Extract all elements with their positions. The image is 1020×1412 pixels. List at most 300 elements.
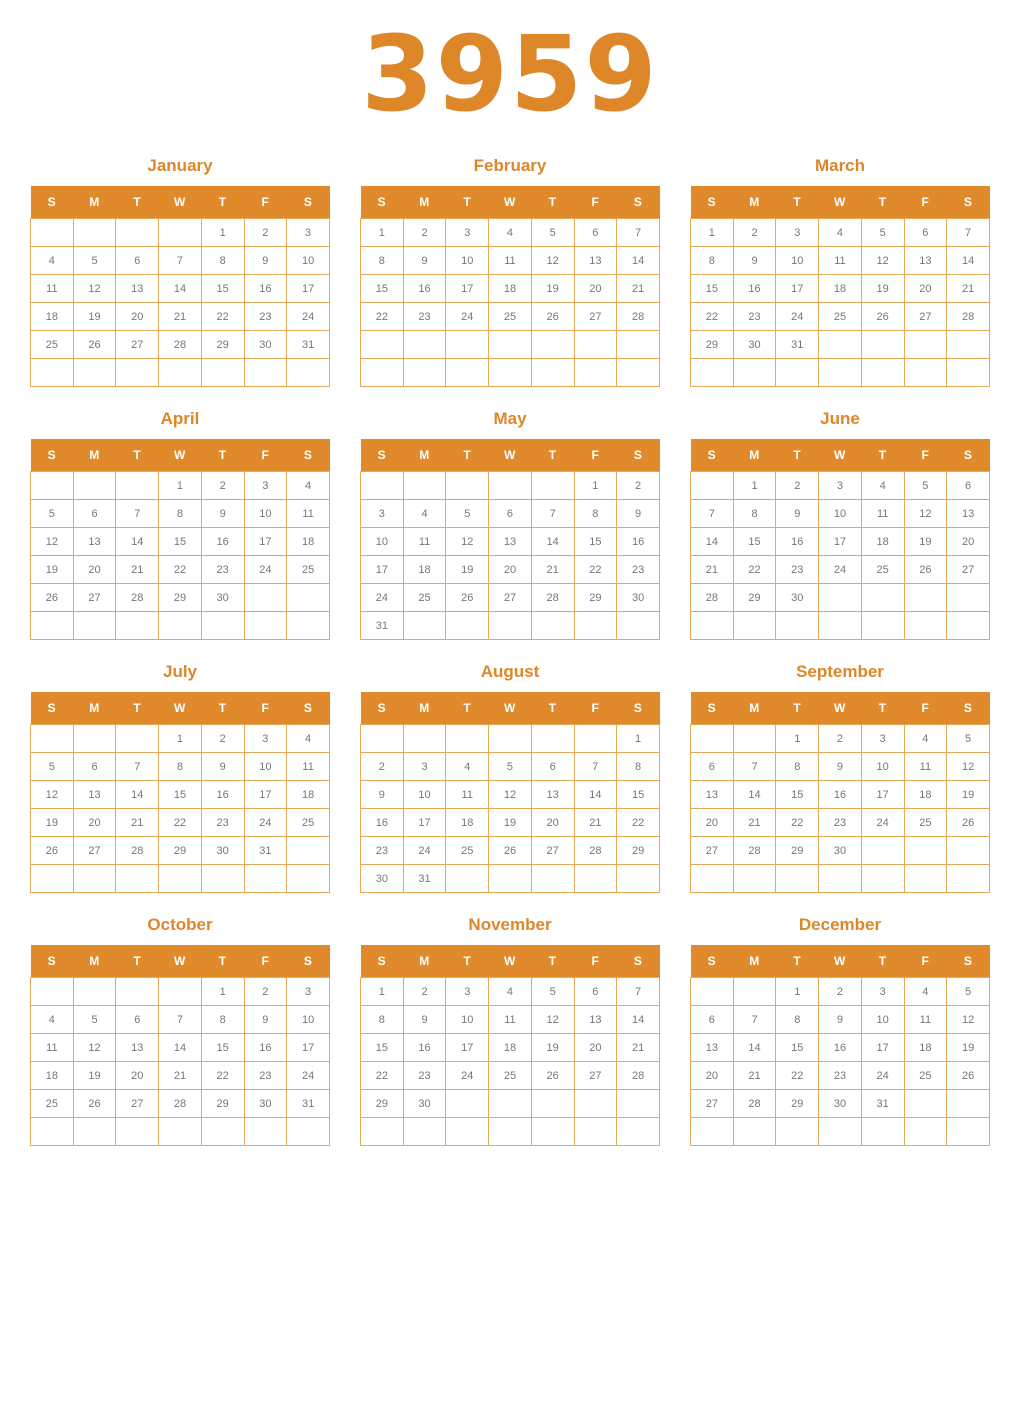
day-cell[interactable]: 18 [489, 275, 532, 303]
day-cell[interactable]: 26 [489, 837, 532, 865]
day-cell[interactable]: 16 [819, 781, 862, 809]
day-cell[interactable]: 20 [947, 528, 990, 556]
day-cell[interactable]: 15 [159, 781, 202, 809]
day-cell[interactable]: 9 [617, 500, 660, 528]
day-cell[interactable]: 12 [531, 247, 574, 275]
day-cell[interactable]: 28 [116, 584, 159, 612]
day-cell[interactable]: 5 [73, 247, 116, 275]
day-cell[interactable]: 11 [819, 247, 862, 275]
day-cell[interactable]: 6 [691, 753, 734, 781]
day-cell[interactable]: 22 [574, 556, 617, 584]
day-cell[interactable]: 4 [489, 219, 532, 247]
day-cell[interactable]: 5 [861, 219, 904, 247]
day-cell[interactable]: 20 [73, 809, 116, 837]
day-cell[interactable]: 19 [904, 528, 947, 556]
day-cell[interactable]: 5 [489, 753, 532, 781]
day-cell[interactable]: 10 [861, 753, 904, 781]
day-cell[interactable]: 11 [446, 781, 489, 809]
day-cell[interactable]: 23 [733, 303, 776, 331]
day-cell[interactable]: 17 [776, 275, 819, 303]
day-cell[interactable]: 26 [31, 837, 74, 865]
day-cell[interactable]: 8 [159, 753, 202, 781]
day-cell[interactable]: 8 [201, 1006, 244, 1034]
day-cell[interactable]: 16 [201, 528, 244, 556]
day-cell[interactable]: 3 [861, 978, 904, 1006]
day-cell[interactable]: 17 [446, 1034, 489, 1062]
day-cell[interactable]: 29 [574, 584, 617, 612]
day-cell[interactable]: 27 [574, 303, 617, 331]
day-cell[interactable]: 30 [201, 584, 244, 612]
day-cell[interactable]: 26 [904, 556, 947, 584]
day-cell[interactable]: 7 [159, 1006, 202, 1034]
day-cell[interactable]: 3 [244, 472, 287, 500]
day-cell[interactable]: 14 [617, 1006, 660, 1034]
day-cell[interactable]: 13 [691, 1034, 734, 1062]
day-cell[interactable]: 22 [159, 556, 202, 584]
day-cell[interactable]: 25 [819, 303, 862, 331]
day-cell[interactable]: 17 [287, 1034, 330, 1062]
day-cell[interactable]: 22 [201, 1062, 244, 1090]
day-cell[interactable]: 23 [403, 303, 446, 331]
day-cell[interactable]: 20 [116, 303, 159, 331]
day-cell[interactable]: 2 [819, 725, 862, 753]
day-cell[interactable]: 24 [287, 303, 330, 331]
day-cell[interactable]: 19 [531, 1034, 574, 1062]
day-cell[interactable]: 29 [201, 331, 244, 359]
day-cell[interactable]: 4 [31, 1006, 74, 1034]
day-cell[interactable]: 3 [361, 500, 404, 528]
day-cell[interactable]: 6 [574, 978, 617, 1006]
day-cell[interactable]: 16 [244, 275, 287, 303]
day-cell[interactable]: 6 [116, 1006, 159, 1034]
day-cell[interactable]: 31 [244, 837, 287, 865]
day-cell[interactable]: 7 [691, 500, 734, 528]
day-cell[interactable]: 1 [776, 725, 819, 753]
day-cell[interactable]: 31 [403, 865, 446, 893]
day-cell[interactable]: 13 [531, 781, 574, 809]
day-cell[interactable]: 25 [489, 303, 532, 331]
day-cell[interactable]: 31 [361, 612, 404, 640]
day-cell[interactable]: 17 [244, 781, 287, 809]
day-cell[interactable]: 13 [691, 781, 734, 809]
day-cell[interactable]: 26 [73, 1090, 116, 1118]
day-cell[interactable]: 24 [244, 556, 287, 584]
day-cell[interactable]: 27 [489, 584, 532, 612]
day-cell[interactable]: 26 [531, 1062, 574, 1090]
day-cell[interactable]: 27 [904, 303, 947, 331]
day-cell[interactable]: 17 [287, 275, 330, 303]
day-cell[interactable]: 3 [287, 219, 330, 247]
day-cell[interactable]: 24 [819, 556, 862, 584]
day-cell[interactable]: 3 [446, 978, 489, 1006]
day-cell[interactable]: 19 [31, 556, 74, 584]
day-cell[interactable]: 14 [116, 781, 159, 809]
day-cell[interactable]: 5 [947, 978, 990, 1006]
day-cell[interactable]: 12 [73, 1034, 116, 1062]
day-cell[interactable]: 25 [31, 331, 74, 359]
day-cell[interactable]: 17 [861, 781, 904, 809]
day-cell[interactable]: 11 [287, 500, 330, 528]
day-cell[interactable]: 10 [287, 1006, 330, 1034]
day-cell[interactable]: 21 [116, 556, 159, 584]
day-cell[interactable]: 28 [947, 303, 990, 331]
day-cell[interactable]: 12 [489, 781, 532, 809]
day-cell[interactable]: 13 [73, 528, 116, 556]
day-cell[interactable]: 9 [244, 247, 287, 275]
day-cell[interactable]: 1 [617, 725, 660, 753]
day-cell[interactable]: 22 [776, 809, 819, 837]
day-cell[interactable]: 11 [31, 1034, 74, 1062]
day-cell[interactable]: 4 [819, 219, 862, 247]
day-cell[interactable]: 9 [819, 1006, 862, 1034]
day-cell[interactable]: 24 [361, 584, 404, 612]
day-cell[interactable]: 26 [446, 584, 489, 612]
day-cell[interactable]: 2 [244, 219, 287, 247]
day-cell[interactable]: 12 [31, 528, 74, 556]
day-cell[interactable]: 7 [116, 753, 159, 781]
day-cell[interactable]: 13 [574, 247, 617, 275]
day-cell[interactable]: 26 [73, 331, 116, 359]
day-cell[interactable]: 10 [819, 500, 862, 528]
day-cell[interactable]: 2 [361, 753, 404, 781]
day-cell[interactable]: 18 [446, 809, 489, 837]
day-cell[interactable]: 10 [287, 247, 330, 275]
day-cell[interactable]: 3 [287, 978, 330, 1006]
day-cell[interactable]: 12 [446, 528, 489, 556]
day-cell[interactable]: 7 [733, 753, 776, 781]
day-cell[interactable]: 15 [159, 528, 202, 556]
day-cell[interactable]: 29 [733, 584, 776, 612]
day-cell[interactable]: 20 [531, 809, 574, 837]
day-cell[interactable]: 19 [73, 1062, 116, 1090]
day-cell[interactable]: 9 [819, 753, 862, 781]
day-cell[interactable]: 24 [287, 1062, 330, 1090]
day-cell[interactable]: 26 [861, 303, 904, 331]
day-cell[interactable]: 28 [574, 837, 617, 865]
day-cell[interactable]: 1 [733, 472, 776, 500]
day-cell[interactable]: 9 [733, 247, 776, 275]
day-cell[interactable]: 24 [776, 303, 819, 331]
day-cell[interactable]: 11 [489, 247, 532, 275]
day-cell[interactable]: 4 [489, 978, 532, 1006]
day-cell[interactable]: 17 [819, 528, 862, 556]
day-cell[interactable]: 19 [73, 303, 116, 331]
day-cell[interactable]: 29 [159, 584, 202, 612]
day-cell[interactable]: 18 [31, 303, 74, 331]
day-cell[interactable]: 1 [201, 219, 244, 247]
day-cell[interactable]: 29 [776, 1090, 819, 1118]
day-cell[interactable]: 24 [403, 837, 446, 865]
day-cell[interactable]: 4 [31, 247, 74, 275]
day-cell[interactable]: 4 [904, 725, 947, 753]
day-cell[interactable]: 9 [403, 247, 446, 275]
day-cell[interactable]: 25 [287, 556, 330, 584]
day-cell[interactable]: 10 [244, 753, 287, 781]
day-cell[interactable]: 2 [201, 472, 244, 500]
day-cell[interactable]: 1 [201, 978, 244, 1006]
day-cell[interactable]: 16 [403, 1034, 446, 1062]
day-cell[interactable]: 7 [531, 500, 574, 528]
day-cell[interactable]: 14 [733, 1034, 776, 1062]
day-cell[interactable]: 3 [819, 472, 862, 500]
day-cell[interactable]: 30 [819, 837, 862, 865]
day-cell[interactable]: 9 [403, 1006, 446, 1034]
day-cell[interactable]: 14 [116, 528, 159, 556]
day-cell[interactable]: 26 [947, 809, 990, 837]
day-cell[interactable]: 8 [201, 247, 244, 275]
day-cell[interactable]: 25 [904, 809, 947, 837]
day-cell[interactable]: 31 [861, 1090, 904, 1118]
day-cell[interactable]: 10 [361, 528, 404, 556]
day-cell[interactable]: 2 [776, 472, 819, 500]
day-cell[interactable]: 2 [403, 978, 446, 1006]
day-cell[interactable]: 18 [287, 528, 330, 556]
day-cell[interactable]: 12 [73, 275, 116, 303]
day-cell[interactable]: 14 [531, 528, 574, 556]
day-cell[interactable]: 16 [617, 528, 660, 556]
day-cell[interactable]: 18 [287, 781, 330, 809]
day-cell[interactable]: 11 [489, 1006, 532, 1034]
day-cell[interactable]: 8 [691, 247, 734, 275]
day-cell[interactable]: 8 [617, 753, 660, 781]
day-cell[interactable]: 31 [287, 1090, 330, 1118]
day-cell[interactable]: 31 [776, 331, 819, 359]
day-cell[interactable]: 2 [244, 978, 287, 1006]
day-cell[interactable]: 19 [489, 809, 532, 837]
day-cell[interactable]: 28 [159, 331, 202, 359]
day-cell[interactable]: 6 [116, 247, 159, 275]
day-cell[interactable]: 17 [403, 809, 446, 837]
day-cell[interactable]: 11 [904, 753, 947, 781]
day-cell[interactable]: 9 [776, 500, 819, 528]
day-cell[interactable]: 10 [244, 500, 287, 528]
day-cell[interactable]: 6 [73, 753, 116, 781]
day-cell[interactable]: 14 [617, 247, 660, 275]
day-cell[interactable]: 19 [947, 781, 990, 809]
day-cell[interactable]: 18 [489, 1034, 532, 1062]
day-cell[interactable]: 28 [116, 837, 159, 865]
day-cell[interactable]: 23 [244, 303, 287, 331]
day-cell[interactable]: 15 [201, 275, 244, 303]
day-cell[interactable]: 28 [733, 1090, 776, 1118]
day-cell[interactable]: 23 [819, 809, 862, 837]
day-cell[interactable]: 6 [904, 219, 947, 247]
day-cell[interactable]: 28 [159, 1090, 202, 1118]
day-cell[interactable]: 7 [617, 219, 660, 247]
day-cell[interactable]: 4 [446, 753, 489, 781]
day-cell[interactable]: 21 [116, 809, 159, 837]
day-cell[interactable]: 3 [861, 725, 904, 753]
day-cell[interactable]: 12 [904, 500, 947, 528]
day-cell[interactable]: 2 [201, 725, 244, 753]
day-cell[interactable]: 6 [947, 472, 990, 500]
day-cell[interactable]: 27 [574, 1062, 617, 1090]
day-cell[interactable]: 20 [116, 1062, 159, 1090]
day-cell[interactable]: 15 [201, 1034, 244, 1062]
day-cell[interactable]: 7 [574, 753, 617, 781]
day-cell[interactable]: 4 [287, 472, 330, 500]
day-cell[interactable]: 9 [361, 781, 404, 809]
day-cell[interactable]: 6 [574, 219, 617, 247]
day-cell[interactable]: 8 [776, 753, 819, 781]
day-cell[interactable]: 14 [159, 1034, 202, 1062]
day-cell[interactable]: 16 [403, 275, 446, 303]
day-cell[interactable]: 30 [733, 331, 776, 359]
day-cell[interactable]: 7 [947, 219, 990, 247]
day-cell[interactable]: 13 [73, 781, 116, 809]
day-cell[interactable]: 27 [691, 1090, 734, 1118]
day-cell[interactable]: 20 [904, 275, 947, 303]
day-cell[interactable]: 11 [904, 1006, 947, 1034]
day-cell[interactable]: 30 [244, 331, 287, 359]
day-cell[interactable]: 30 [617, 584, 660, 612]
day-cell[interactable]: 5 [531, 978, 574, 1006]
day-cell[interactable]: 15 [776, 1034, 819, 1062]
day-cell[interactable]: 29 [201, 1090, 244, 1118]
day-cell[interactable]: 25 [403, 584, 446, 612]
day-cell[interactable]: 29 [776, 837, 819, 865]
day-cell[interactable]: 5 [904, 472, 947, 500]
day-cell[interactable]: 7 [116, 500, 159, 528]
day-cell[interactable]: 22 [159, 809, 202, 837]
day-cell[interactable]: 21 [947, 275, 990, 303]
day-cell[interactable]: 25 [31, 1090, 74, 1118]
day-cell[interactable]: 30 [244, 1090, 287, 1118]
day-cell[interactable]: 21 [159, 1062, 202, 1090]
day-cell[interactable]: 11 [403, 528, 446, 556]
day-cell[interactable]: 6 [531, 753, 574, 781]
day-cell[interactable]: 30 [776, 584, 819, 612]
day-cell[interactable]: 12 [947, 1006, 990, 1034]
day-cell[interactable]: 11 [31, 275, 74, 303]
day-cell[interactable]: 5 [73, 1006, 116, 1034]
day-cell[interactable]: 5 [31, 753, 74, 781]
day-cell[interactable]: 21 [574, 809, 617, 837]
day-cell[interactable]: 25 [446, 837, 489, 865]
day-cell[interactable]: 15 [361, 275, 404, 303]
day-cell[interactable]: 1 [574, 472, 617, 500]
day-cell[interactable]: 28 [691, 584, 734, 612]
day-cell[interactable]: 23 [201, 809, 244, 837]
day-cell[interactable]: 27 [116, 1090, 159, 1118]
day-cell[interactable]: 12 [31, 781, 74, 809]
day-cell[interactable]: 3 [776, 219, 819, 247]
day-cell[interactable]: 30 [819, 1090, 862, 1118]
day-cell[interactable]: 18 [904, 1034, 947, 1062]
day-cell[interactable]: 13 [489, 528, 532, 556]
day-cell[interactable]: 17 [446, 275, 489, 303]
day-cell[interactable]: 21 [733, 809, 776, 837]
day-cell[interactable]: 21 [733, 1062, 776, 1090]
day-cell[interactable]: 14 [574, 781, 617, 809]
day-cell[interactable]: 23 [617, 556, 660, 584]
day-cell[interactable]: 8 [733, 500, 776, 528]
day-cell[interactable]: 25 [861, 556, 904, 584]
day-cell[interactable]: 10 [446, 247, 489, 275]
day-cell[interactable]: 11 [861, 500, 904, 528]
day-cell[interactable]: 14 [733, 781, 776, 809]
day-cell[interactable]: 26 [531, 303, 574, 331]
day-cell[interactable]: 12 [531, 1006, 574, 1034]
day-cell[interactable]: 6 [691, 1006, 734, 1034]
day-cell[interactable]: 7 [617, 978, 660, 1006]
day-cell[interactable]: 22 [201, 303, 244, 331]
day-cell[interactable]: 11 [287, 753, 330, 781]
day-cell[interactable]: 16 [361, 809, 404, 837]
day-cell[interactable]: 22 [733, 556, 776, 584]
day-cell[interactable]: 17 [861, 1034, 904, 1062]
day-cell[interactable]: 23 [403, 1062, 446, 1090]
day-cell[interactable]: 26 [947, 1062, 990, 1090]
day-cell[interactable]: 28 [531, 584, 574, 612]
day-cell[interactable]: 4 [904, 978, 947, 1006]
day-cell[interactable]: 18 [31, 1062, 74, 1090]
day-cell[interactable]: 2 [819, 978, 862, 1006]
day-cell[interactable]: 9 [201, 500, 244, 528]
day-cell[interactable]: 22 [361, 303, 404, 331]
day-cell[interactable]: 7 [733, 1006, 776, 1034]
day-cell[interactable]: 23 [819, 1062, 862, 1090]
day-cell[interactable]: 24 [244, 809, 287, 837]
day-cell[interactable]: 1 [361, 978, 404, 1006]
day-cell[interactable]: 27 [116, 331, 159, 359]
day-cell[interactable]: 4 [403, 500, 446, 528]
day-cell[interactable]: 2 [403, 219, 446, 247]
day-cell[interactable]: 21 [159, 303, 202, 331]
day-cell[interactable]: 20 [73, 556, 116, 584]
day-cell[interactable]: 20 [691, 809, 734, 837]
day-cell[interactable]: 10 [861, 1006, 904, 1034]
day-cell[interactable]: 4 [287, 725, 330, 753]
day-cell[interactable]: 21 [691, 556, 734, 584]
day-cell[interactable]: 6 [73, 500, 116, 528]
day-cell[interactable]: 28 [733, 837, 776, 865]
day-cell[interactable]: 8 [361, 1006, 404, 1034]
day-cell[interactable]: 13 [947, 500, 990, 528]
day-cell[interactable]: 15 [776, 781, 819, 809]
day-cell[interactable]: 7 [159, 247, 202, 275]
day-cell[interactable]: 10 [403, 781, 446, 809]
day-cell[interactable]: 14 [691, 528, 734, 556]
day-cell[interactable]: 19 [446, 556, 489, 584]
day-cell[interactable]: 1 [776, 978, 819, 1006]
day-cell[interactable]: 15 [617, 781, 660, 809]
day-cell[interactable]: 25 [489, 1062, 532, 1090]
day-cell[interactable]: 17 [244, 528, 287, 556]
day-cell[interactable]: 13 [574, 1006, 617, 1034]
day-cell[interactable]: 19 [947, 1034, 990, 1062]
day-cell[interactable]: 16 [244, 1034, 287, 1062]
day-cell[interactable]: 20 [574, 275, 617, 303]
day-cell[interactable]: 15 [574, 528, 617, 556]
day-cell[interactable]: 30 [403, 1090, 446, 1118]
day-cell[interactable]: 2 [617, 472, 660, 500]
day-cell[interactable]: 29 [617, 837, 660, 865]
day-cell[interactable]: 5 [446, 500, 489, 528]
day-cell[interactable]: 28 [617, 303, 660, 331]
day-cell[interactable]: 14 [159, 275, 202, 303]
day-cell[interactable]: 12 [861, 247, 904, 275]
day-cell[interactable]: 2 [733, 219, 776, 247]
day-cell[interactable]: 5 [31, 500, 74, 528]
day-cell[interactable]: 27 [531, 837, 574, 865]
day-cell[interactable]: 8 [159, 500, 202, 528]
day-cell[interactable]: 21 [617, 1034, 660, 1062]
day-cell[interactable]: 9 [244, 1006, 287, 1034]
day-cell[interactable]: 5 [531, 219, 574, 247]
day-cell[interactable]: 29 [159, 837, 202, 865]
day-cell[interactable]: 8 [574, 500, 617, 528]
